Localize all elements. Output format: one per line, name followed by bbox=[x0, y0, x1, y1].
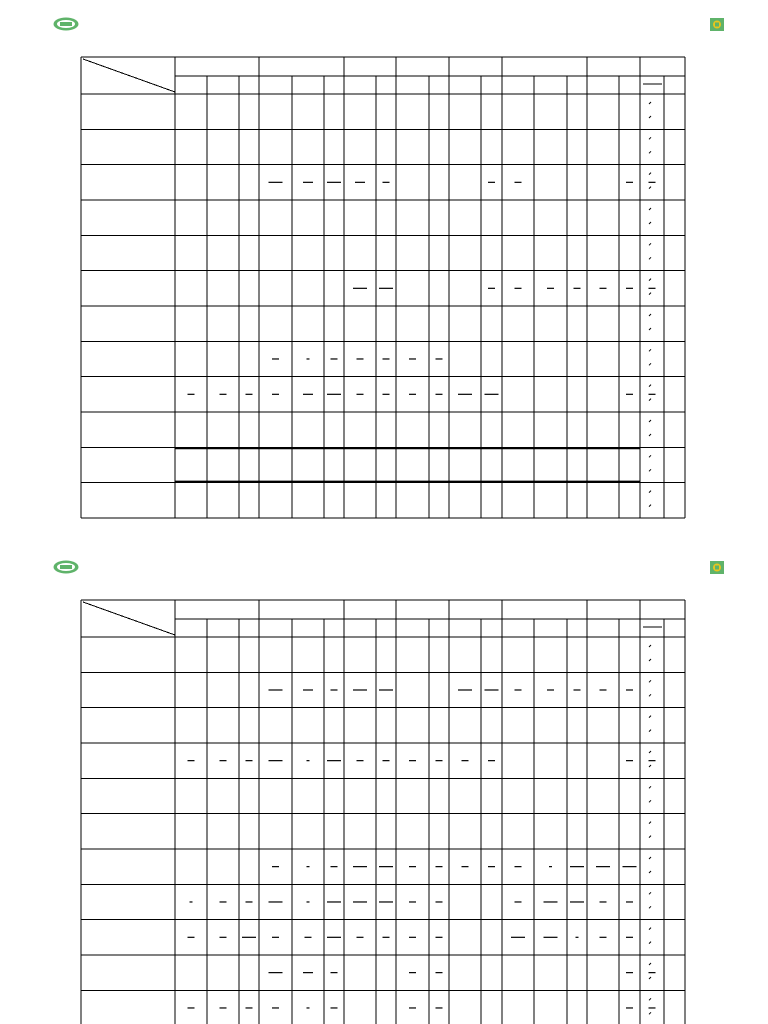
check-mark-icon bbox=[649, 963, 651, 979]
check-mark-icon bbox=[649, 857, 651, 873]
check-mark-icon bbox=[649, 680, 651, 696]
check-mark-icon bbox=[649, 314, 651, 330]
check-mark-icon bbox=[649, 385, 651, 401]
schedule-table bbox=[0, 543, 768, 1024]
check-mark-icon bbox=[649, 716, 651, 732]
check-mark-icon bbox=[649, 998, 651, 1014]
check-mark-icon bbox=[649, 349, 651, 365]
header-diagonal bbox=[83, 59, 175, 92]
table-page-2 bbox=[0, 543, 768, 1024]
check-mark-icon bbox=[649, 751, 651, 767]
check-mark-icon bbox=[649, 173, 651, 189]
check-mark-icon bbox=[649, 822, 651, 838]
check-mark-icon bbox=[649, 928, 651, 944]
check-mark-icon bbox=[649, 137, 651, 153]
check-mark-icon bbox=[649, 645, 651, 661]
check-mark-icon bbox=[649, 208, 651, 224]
check-mark-icon bbox=[649, 420, 651, 436]
check-mark-icon bbox=[649, 786, 651, 802]
check-mark-icon bbox=[649, 455, 651, 471]
header-diagonal bbox=[83, 602, 175, 635]
check-mark-icon bbox=[649, 243, 651, 259]
check-mark-icon bbox=[649, 102, 651, 118]
check-mark-icon bbox=[649, 279, 651, 295]
check-mark-icon bbox=[649, 892, 651, 908]
check-mark-icon bbox=[649, 491, 651, 507]
